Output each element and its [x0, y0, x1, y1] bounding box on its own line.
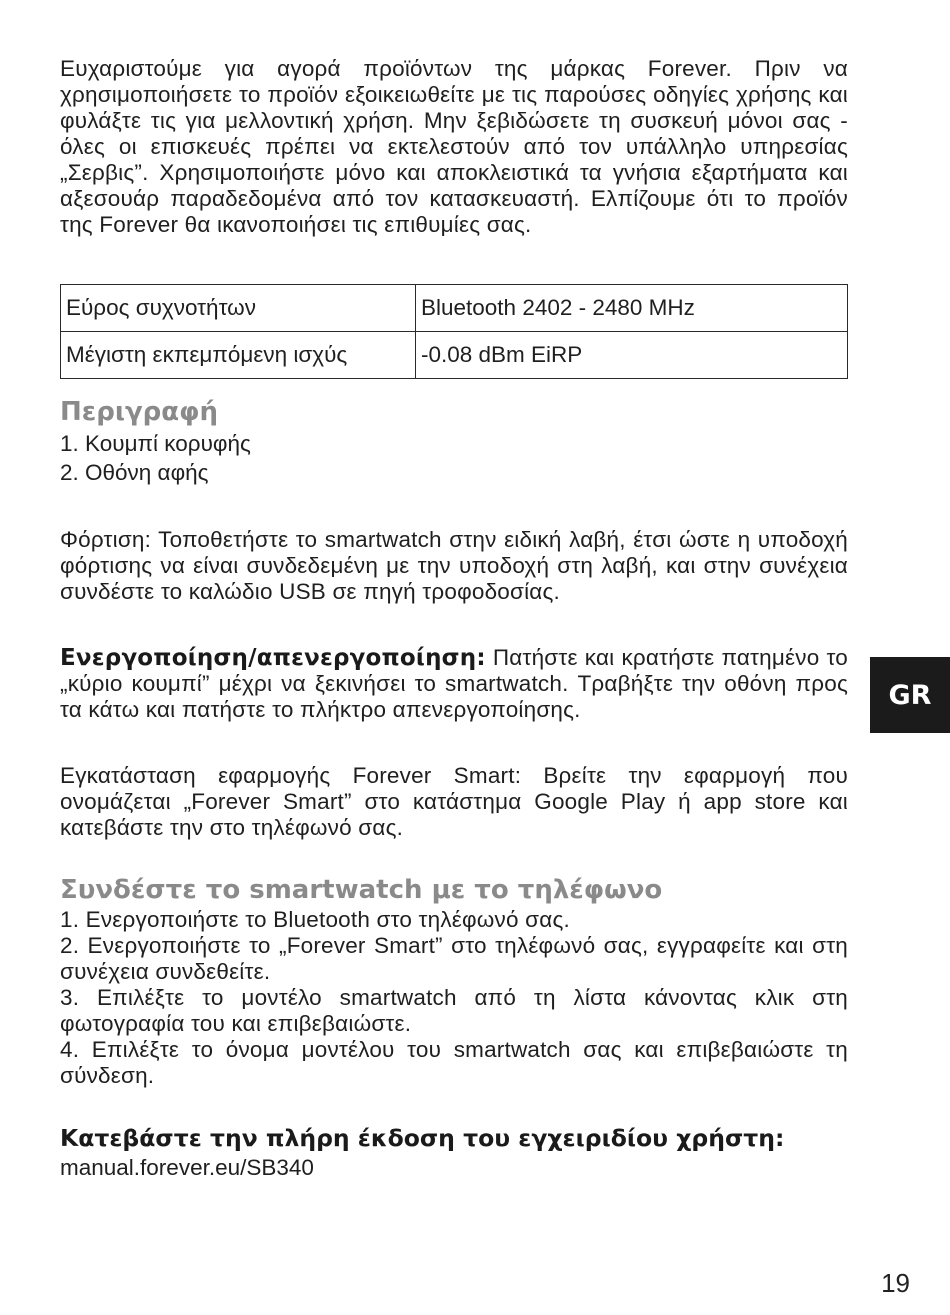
connect-step-2: 2. Ενεργοποιήστε το „Forever Smart” στο τηλέφωνό σας, εγγραφείτε και στη συνέχεια συνδεθείτε.	[60, 933, 848, 984]
download-title: Κατεβάστε την πλήρη έκδοση του εγχειριδίου χρήστη:	[60, 1124, 785, 1152]
description-heading: Περιγραφή	[60, 397, 219, 427]
power-paragraph	[60, 645, 848, 723]
connect-step-1: 1. Ενεργοποιήστε το Bluetooth στο τηλέφωνό σας.	[60, 907, 570, 932]
intro-paragraph: Ευχαριστούμε για αγορά προϊόντων της μάρκας Forever. Πριν να χρησιμοποιήσετε το προϊόν εξοικειωθείτε με τις παρούσες οδηγίες χρήσης και φυλάξτε τις για μελλοντική χρήση. Μην ξεβιδώσετε τη συσκευή μόνοι σας - όλες οι επισκευές πρέπει να εκτελεστούν από τον υπάλληλο υπηρεσίας „Σερβις”. Χρησιμοποιήστε μόνο και αποκλειστικά τα γνήσια εξαρτήματα και αξεσουάρ παραδεδομένα από τον κατασκευαστή. Ελπίζουμε ότι το προϊόν της Forever θα ικανοποιήσει τις επιθυμίες σας.	[60, 56, 848, 237]
spec-table	[60, 284, 848, 379]
description-item-touchscreen: 2. Οθόνη αφής	[60, 460, 209, 485]
table-row	[61, 285, 848, 332]
language-tab: GR	[870, 657, 950, 733]
connect-step-4: 4. Επιλέξτε το όνομα μοντέλου του smartwatch σας και επιβεβαιώστε τη σύνδεση.	[60, 1037, 848, 1088]
connect-heading: Συνδέστε το smartwatch με το τηλέφωνο	[60, 875, 663, 905]
spec-value-frequency: Bluetooth 2402 - 2480 MHz	[416, 285, 848, 332]
download-url: manual.forever.eu/SB340	[60, 1155, 314, 1180]
manual-page-content	[60, 56, 848, 1183]
description-item-top-button: 1. Κουμπί κορυφής	[60, 431, 251, 456]
page-number: 19	[881, 1268, 910, 1298]
power-label: Ενεργοποίηση/απενεργοποίηση:	[60, 645, 486, 671]
charging-paragraph: Φόρτιση: Τοποθετήστε το smartwatch στην ειδική λαβή, έτσι ώστε η υποδοχή φόρτισης να είναι συνδεδεμένη με την υποδοχή στη λαβή, και στην συνέχεια συνδέστε το καλώδιο USB σε πηγή τροφοδοσίας.	[60, 527, 848, 604]
spec-label-frequency: Εύρος συχνοτήτων	[61, 285, 416, 332]
install-paragraph: Εγκατάσταση εφαρμογής Forever Smart: Βρείτε την εφαρμογή που ονομάζεται „Forever Smart” στο κατάστημα Google Play ή app store και κατεβάστε την στο τηλέφωνό σας.	[60, 763, 848, 840]
spec-label-power: Μέγιστη εκπεμπόμενη ισχύς	[61, 332, 416, 379]
connect-step-3: 3. Επιλέξτε το μοντέλο smartwatch από τη λίστα κάνοντας κλικ στη φωτογραφία του και επιβεβαιώστε.	[60, 985, 848, 1036]
spec-value-power: -0.08 dBm EiRP	[416, 332, 848, 379]
table-row	[61, 332, 848, 379]
power-text: Πατήστε και κρατήστε πατημένο το „κύριο κουμπί” μέχρι να ξεκινήσει το smartwatch. Τραβήξτε την οθόνη προς τα κάτω και πατήστε το πλήκτρο απενεργοποίησης.	[60, 645, 848, 722]
